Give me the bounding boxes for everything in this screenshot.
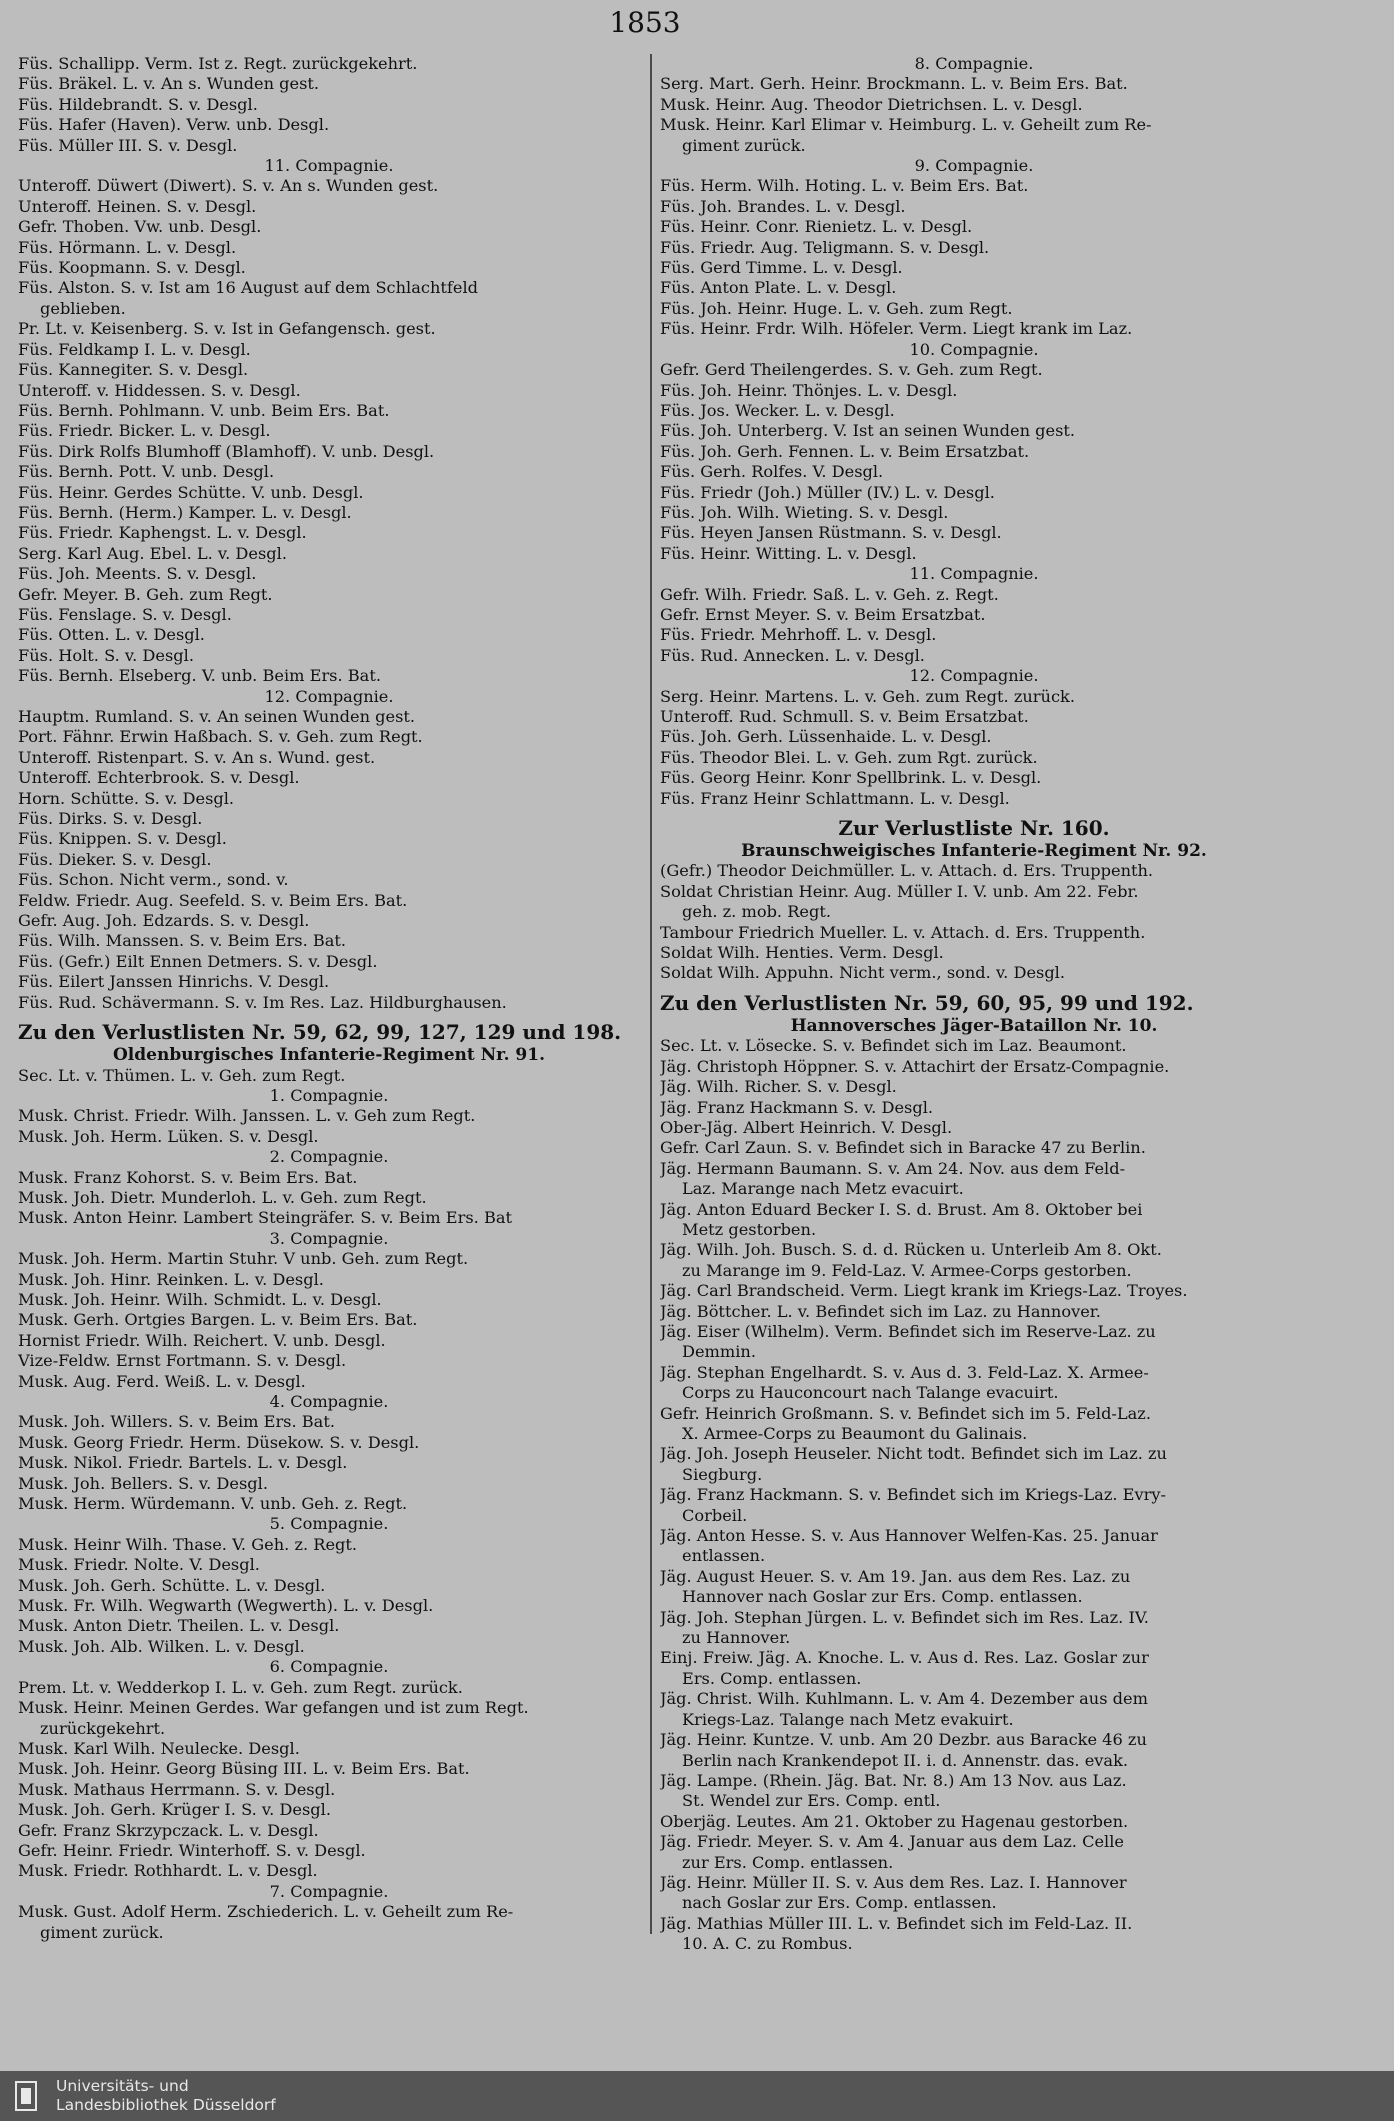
list-entry: Füs. Joh. Gerh. Lüssenhaide. L. v. Desgl. bbox=[660, 727, 992, 747]
list-entry: Jäg. Wilh. Joh. Busch. S. d. d. Rücken u. Unterleib Am 8. Okt. bbox=[660, 1240, 1162, 1260]
list-entry: Füs. Heinr. Gerdes Schütte. V. unb. Desgl. bbox=[18, 482, 364, 502]
list-entry: Füs. Kannegiter. S. v. Desgl. bbox=[18, 360, 249, 380]
list-entry: Musk. Heinr. Karl Elimar v. Heimburg. L. v. Geheilt zum Re- bbox=[660, 115, 1152, 135]
list-entry: Füs. Knippen. S. v. Desgl. bbox=[18, 829, 227, 849]
list-entry: Füs. Friedr. Kaphengst. L. v. Desgl. bbox=[18, 523, 307, 543]
list-entry: Serg. Heinr. Martens. L. v. Geh. zum Regt. zurück. bbox=[660, 686, 1075, 706]
list-entry: Füs. Friedr (Joh.) Müller (IV.) L. v. Desgl. bbox=[660, 482, 995, 502]
list-entry: Jäg. Christoph Höppner. S. v. Attachirt der Ersatz-Compagnie. bbox=[660, 1056, 1170, 1076]
regiment-heading: Braunschweigisches Infanterie-Regiment Nr. 92. bbox=[741, 841, 1207, 862]
list-entry: Jäg. Hermann Baumann. S. v. Am 24. Nov. aus dem Feld- bbox=[660, 1158, 1126, 1178]
list-entry: Hannover nach Goslar zur Ers. Comp. entlassen. bbox=[682, 1587, 1083, 1607]
list-entry: Füs. Gerh. Rolfes. V. Desgl. bbox=[660, 462, 884, 482]
list-entry: Gefr. Gerd Theilengerdes. S. v. Geh. zum Regt. bbox=[660, 360, 1043, 380]
list-entry: Musk. Joh. Herm. Lüken. S. v. Desgl. bbox=[18, 1126, 319, 1146]
list-entry: Füs. Joh. Heinr. Thönjes. L. v. Desgl. bbox=[660, 380, 958, 400]
list-entry: Musk. Joh. Alb. Wilken. L. v. Desgl. bbox=[18, 1636, 305, 1656]
list-entry: Gefr. Aug. Joh. Edzards. S. v. Desgl. bbox=[18, 911, 310, 931]
list-entry: Füs. Joh. Wilh. Wieting. S. v. Desgl. bbox=[660, 502, 949, 522]
list-entry: Füs. Dieker. S. v. Desgl. bbox=[18, 849, 212, 869]
list-entry: Gefr. Carl Zaun. S. v. Befindet sich in Baracke 47 zu Berlin. bbox=[660, 1138, 1146, 1158]
list-entry: Jäg. Stephan Engelhardt. S. v. Aus d. 3. Feld-Laz. X. Armee- bbox=[660, 1362, 1149, 1382]
list-entry: Füs. Theodor Blei. L. v. Geh. zum Rgt. zurück. bbox=[660, 747, 1038, 767]
list-entry: geblieben. bbox=[40, 298, 126, 318]
list-entry: Gefr. Ernst Meyer. S. v. Beim Ersatzbat. bbox=[660, 604, 986, 624]
library-name-line1: Universitäts- und bbox=[56, 2077, 189, 2095]
list-entry: Musk. Joh. Hinr. Reinken. L. v. Desgl. bbox=[18, 1269, 324, 1289]
list-entry: Füs. Holt. S. v. Desgl. bbox=[18, 645, 194, 665]
list-entry: Füs. Heinr. Frdr. Wilh. Höfeler. Verm. Liegt krank im Laz. bbox=[660, 319, 1133, 339]
list-entry: Musk. Joh. Gerh. Krüger I. S. v. Desgl. bbox=[18, 1800, 331, 1820]
list-entry: Musk. Herm. Würdemann. V. unb. Geh. z. Regt. bbox=[18, 1494, 408, 1514]
list-entry: Gefr. Wilh. Friedr. Saß. L. v. Geh. z. Regt. bbox=[660, 584, 999, 604]
list-entry: Füs. Rud. Schävermann. S. v. Im Res. Laz. Hildburghausen. bbox=[18, 992, 507, 1012]
list-entry: Musk. Heinr. Aug. Theodor Dietrichsen. L. v. Desgl. bbox=[660, 94, 1083, 114]
list-entry: Soldat Wilh. Appuhn. Nicht verm., sond. v. Desgl. bbox=[660, 963, 1066, 983]
section-heading: Zu den Verlustlisten Nr. 59, 60, 95, 99 und 192. bbox=[660, 990, 1194, 1015]
list-entry: Musk. Georg Friedr. Herm. Düsekow. S. v. Desgl. bbox=[18, 1432, 420, 1452]
list-entry: Füs. Dirk Rolfs Blumhoff (Blamhoff). V. unb. Desgl. bbox=[18, 441, 435, 461]
list-entry: Musk. Anton Heinr. Lambert Steingräfer. S. v. Beim Ers. Bat bbox=[18, 1208, 512, 1228]
list-entry: Serg. Mart. Gerh. Heinr. Brockmann. L. v. Beim Ers. Bat. bbox=[660, 74, 1128, 94]
library-logo-icon bbox=[14, 2080, 38, 2112]
column-divider bbox=[650, 54, 652, 1934]
list-entry: geh. z. mob. Regt. bbox=[682, 902, 832, 922]
list-entry: Jäg. Lampe. (Rhein. Jäg. Bat. Nr. 8.) Am 13 Nov. aus Laz. bbox=[660, 1770, 1127, 1790]
list-entry: Berlin nach Krankendepot II. i. d. Annenstr. das. evak. bbox=[682, 1750, 1129, 1770]
list-entry: Oberjäg. Leutes. Am 21. Oktober zu Hagenau gestorben. bbox=[660, 1811, 1129, 1831]
list-entry: Jäg. Joh. Joseph Heuseler. Nicht todt. Befindet sich im Laz. zu bbox=[660, 1444, 1167, 1464]
list-entry: giment zurück. bbox=[40, 1922, 164, 1942]
list-entry: Corps zu Hauconcourt nach Talange evacuirt. bbox=[682, 1383, 1059, 1403]
list-entry: Kriegs-Laz. Talange nach Metz evakuirt. bbox=[682, 1709, 1014, 1729]
list-entry: Gefr. Meyer. B. Geh. zum Regt. bbox=[18, 584, 273, 604]
list-entry: Füs. Heinr. Conr. Rienietz. L. v. Desgl. bbox=[660, 217, 973, 237]
list-entry: Füs. Alston. S. v. Ist am 16 August auf dem Schlachtfeld bbox=[18, 278, 478, 298]
company-heading: 5. Compagnie. bbox=[269, 1514, 389, 1534]
list-entry: Jäg. Böttcher. L. v. Befindet sich im Laz. zu Hannover. bbox=[660, 1301, 1101, 1321]
list-entry: Unteroff. Ristenpart. S. v. An s. Wund. gest. bbox=[18, 747, 376, 767]
list-entry: Füs. Bernh. Pohlmann. V. unb. Beim Ers. Bat. bbox=[18, 400, 390, 420]
list-entry: Jäg. Franz Hackmann. S. v. Befindet sich im Kriegs-Laz. Evry- bbox=[660, 1485, 1166, 1505]
list-entry: Jäg. Anton Hesse. S. v. Aus Hannover Welfen-Kas. 25. Januar bbox=[660, 1526, 1158, 1546]
list-entry: Füs. Jos. Wecker. L. v. Desgl. bbox=[660, 400, 895, 420]
list-entry: Füs. Bernh. (Herm.) Kamper. L. v. Desgl. bbox=[18, 502, 352, 522]
list-entry: Unteroff. Rud. Schmull. S. v. Beim Ersatzbat. bbox=[660, 707, 1029, 726]
list-entry: Sec. Lt. v. Thümen. L. v. Geh. zum Regt. bbox=[18, 1065, 346, 1085]
list-entry: Füs. Friedr. Bicker. L. v. Desgl. bbox=[18, 421, 271, 441]
list-entry: Gefr. Thoben. Vw. unb. Desgl. bbox=[18, 217, 262, 237]
library-name-line2: Landesbibliothek Düsseldorf bbox=[56, 2096, 276, 2114]
list-entry: Musk. Joh. Heinr. Wilh. Schmidt. L. v. Desgl. bbox=[18, 1289, 382, 1309]
list-entry: Jäg. Christ. Wilh. Kuhlmann. L. v. Am 4. Dezember aus dem bbox=[660, 1689, 1148, 1709]
list-entry: Metz gestorben. bbox=[682, 1219, 817, 1239]
list-entry: Unteroff. v. Hiddessen. S. v. Desgl. bbox=[18, 380, 301, 400]
list-entry: Musk. Nikol. Friedr. Bartels. L. v. Desgl. bbox=[18, 1453, 348, 1473]
regiment-heading: Oldenburgisches Infanterie-Regiment Nr. 91. bbox=[113, 1045, 545, 1066]
list-entry: zurückgekehrt. bbox=[40, 1718, 166, 1738]
list-entry: Musk. Heinr Wilh. Thase. V. Geh. z. Regt. bbox=[18, 1534, 358, 1554]
list-entry: Füs. Joh. Gerh. Fennen. L. v. Beim Ersatzbat. bbox=[660, 441, 1030, 461]
list-entry: Ober-Jäg. Albert Heinrich. V. Desgl. bbox=[660, 1117, 953, 1137]
company-heading: 2. Compagnie. bbox=[269, 1147, 389, 1167]
list-entry: Jäg. Anton Eduard Becker I. S. d. Brust. Am 8. Oktober bei bbox=[660, 1199, 1143, 1219]
list-entry: Füs. Fenslage. S. v. Desgl. bbox=[18, 604, 232, 624]
list-entry: giment zurück. bbox=[682, 135, 806, 155]
company-heading: 11. Compagnie. bbox=[909, 564, 1039, 584]
list-entry: Unteroff. Düwert (Diwert). S. v. An s. Wunden gest. bbox=[18, 176, 439, 196]
list-entry: Musk. Friedr. Rothhardt. L. v. Desgl. bbox=[18, 1861, 318, 1881]
list-entry: Jäg. Mathias Müller III. L. v. Befindet sich im Feld-Laz. II. bbox=[660, 1913, 1133, 1933]
list-entry: Hornist Friedr. Wilh. Reichert. V. unb. Desgl. bbox=[18, 1330, 386, 1350]
list-entry: Musk. Joh. Willers. S. v. Beim Ers. Bat. bbox=[18, 1412, 335, 1432]
list-entry: Füs. Joh. Unterberg. V. Ist an seinen Wunden gest. bbox=[660, 421, 1076, 441]
list-entry: Füs. Wilh. Manssen. S. v. Beim Ers. Bat. bbox=[18, 931, 347, 951]
right-column bbox=[660, 54, 1288, 1955]
list-entry: Füs. Rud. Annecken. L. v. Desgl. bbox=[660, 645, 925, 665]
list-entry: Füs. Friedr. Aug. Teligmann. S. v. Desgl. bbox=[660, 237, 990, 257]
list-entry: Serg. Karl Aug. Ebel. L. v. Desgl. bbox=[18, 543, 287, 563]
list-entry: Füs. (Gefr.) Eilt Ennen Detmers. S. v. Desgl. bbox=[18, 951, 378, 971]
list-entry: Musk. Fr. Wilh. Wegwarth (Wegwerth). L. v. Desgl. bbox=[18, 1596, 434, 1616]
list-entry: Musk. Mathaus Herrmann. S. v. Desgl. bbox=[18, 1779, 336, 1799]
list-entry: Soldat Christian Heinr. Aug. Müller I. V. unb. Am 22. Febr. bbox=[660, 881, 1139, 901]
section-heading: Zur Verlustliste Nr. 160. bbox=[838, 816, 1110, 841]
list-entry: Füs. Hafer (Haven). Verw. unb. Desgl. bbox=[18, 115, 330, 135]
company-heading: 8. Compagnie. bbox=[914, 54, 1034, 73]
section-heading: Zu den Verlustlisten Nr. 59, 62, 99, 127, 129 und 198. bbox=[18, 1020, 622, 1045]
list-entry: Prem. Lt. v. Wedderkop I. L. v. Geh. zum Regt. zurück. bbox=[18, 1677, 463, 1697]
list-entry: entlassen. bbox=[682, 1546, 766, 1566]
list-entry: Musk. Joh. Herm. Martin Stuhr. V unb. Geh. zum Regt. bbox=[18, 1249, 469, 1269]
company-heading: 6. Compagnie. bbox=[269, 1657, 389, 1677]
list-entry: Musk. Joh. Gerh. Schütte. L. v. Desgl. bbox=[18, 1575, 326, 1595]
company-heading: 9. Compagnie. bbox=[914, 156, 1034, 176]
list-entry: 10. A. C. zu Rombus. bbox=[682, 1934, 853, 1954]
list-entry: Feldw. Friedr. Aug. Seefeld. S. v. Beim Ers. Bat. bbox=[18, 890, 408, 910]
list-entry: Jäg. Wilh. Richer. S. v. Desgl. bbox=[660, 1077, 897, 1097]
list-entry: Hauptm. Rumland. S. v. An seinen Wunden gest. bbox=[18, 707, 416, 726]
list-entry: Jäg. Franz Hackmann S. v. Desgl. bbox=[660, 1097, 934, 1117]
list-entry: Füs. Eilert Janssen Hinrichs. V. Desgl. bbox=[18, 972, 330, 992]
list-entry: Jäg. Heinr. Kuntze. V. unb. Am 20 Dezbr. aus Baracke 46 zu bbox=[660, 1730, 1147, 1750]
list-entry: Füs. Joh. Heinr. Huge. L. v. Geh. zum Regt. bbox=[660, 298, 1013, 318]
list-entry: Musk. Christ. Friedr. Wilh. Janssen. L. v. Geh zum Regt. bbox=[18, 1106, 476, 1126]
company-heading: 7. Compagnie. bbox=[269, 1881, 389, 1901]
list-entry: Gefr. Heinrich Großmann. S. v. Befindet sich im 5. Feld-Laz. bbox=[660, 1403, 1151, 1423]
list-entry: Horn. Schütte. S. v. Desgl. bbox=[18, 788, 235, 808]
list-entry: Füs. Feldkamp I. L. v. Desgl. bbox=[18, 339, 251, 359]
list-entry: Füs. Friedr. Mehrhoff. L. v. Desgl. bbox=[660, 625, 937, 645]
list-entry: Unteroff. Echterbrook. S. v. Desgl. bbox=[18, 768, 300, 788]
list-entry: Musk. Heinr. Meinen Gerdes. War gefangen und ist zum Regt. bbox=[18, 1698, 529, 1718]
list-entry: Jäg. Heinr. Müller II. S. v. Aus dem Res. Laz. I. Hannover bbox=[660, 1872, 1127, 1892]
list-entry: Einj. Freiw. Jäg. A. Knoche. L. v. Aus d. Res. Laz. Goslar zur bbox=[660, 1648, 1149, 1668]
list-entry: Musk. Friedr. Nolte. V. Desgl. bbox=[18, 1555, 260, 1575]
list-entry: zur Ers. Comp. entlassen. bbox=[682, 1852, 894, 1872]
list-entry: Füs. Georg Heinr. Konr Spellbrink. L. v. Desgl. bbox=[660, 768, 1042, 788]
list-entry: St. Wendel zur Ers. Comp. entl. bbox=[682, 1791, 941, 1811]
list-entry: Füs. Bräkel. L. v. An s. Wunden gest. bbox=[18, 74, 320, 94]
list-entry: Füs. Herm. Wilh. Hoting. L. v. Beim Ers. Bat. bbox=[660, 176, 1029, 196]
list-entry: nach Goslar zur Ers. Comp. entlassen. bbox=[682, 1893, 997, 1913]
company-heading: 12. Compagnie. bbox=[909, 666, 1039, 686]
list-entry: Füs. Anton Plate. L. v. Desgl. bbox=[660, 278, 897, 298]
list-entry: Musk. Karl Wilh. Neulecke. Desgl. bbox=[18, 1738, 300, 1758]
list-entry: Sec. Lt. v. Lösecke. S. v. Befindet sich im Laz. Beaumont. bbox=[660, 1036, 1127, 1056]
list-entry: Corbeil. bbox=[682, 1505, 748, 1525]
page-number: 1853 bbox=[609, 6, 681, 39]
company-heading: 4. Compagnie. bbox=[269, 1392, 389, 1411]
list-entry: Jäg. Joh. Stephan Jürgen. L. v. Befindet sich im Res. Laz. IV. bbox=[660, 1607, 1149, 1627]
library-name bbox=[56, 2077, 276, 2115]
company-heading: 11. Compagnie. bbox=[264, 156, 394, 176]
list-entry: X. Armee-Corps zu Beaumont du Galinais. bbox=[682, 1424, 1028, 1443]
list-entry: Musk. Franz Kohorst. S. v. Beim Ers. Bat. bbox=[18, 1167, 358, 1187]
list-entry: (Gefr.) Theodor Deichmüller. L. v. Attach. d. Ers. Truppenth. bbox=[660, 861, 1154, 881]
list-entry: Tambour Friedrich Mueller. L. v. Attach. d. Ers. Truppenth. bbox=[660, 922, 1146, 942]
list-entry: Musk. Joh. Heinr. Georg Büsing III. L. v. Beim Ers. Bat. bbox=[18, 1759, 470, 1779]
regiment-heading: Hannoversches Jäger-Bataillon Nr. 10. bbox=[790, 1015, 1158, 1036]
list-entry: Musk. Aug. Ferd. Weiß. L. v. Desgl. bbox=[18, 1371, 306, 1391]
left-column bbox=[18, 54, 640, 1943]
list-entry: Soldat Wilh. Henties. Verm. Desgl. bbox=[660, 943, 944, 963]
list-entry: Füs. Otten. L. v. Desgl. bbox=[18, 625, 205, 645]
company-heading: 10. Compagnie. bbox=[909, 339, 1039, 359]
list-entry: Füs. Schallipp. Verm. Ist z. Regt. zurückgekehrt. bbox=[18, 54, 418, 73]
company-heading: 1. Compagnie. bbox=[269, 1085, 389, 1105]
list-entry: Gefr. Heinr. Friedr. Winterhoff. S. v. Desgl. bbox=[18, 1840, 366, 1860]
list-entry: Musk. Joh. Dietr. Munderloh. L. v. Geh. zum Regt. bbox=[18, 1187, 427, 1207]
list-entry: Füs. Müller III. S. v. Desgl. bbox=[18, 135, 238, 155]
list-entry: Musk. Joh. Bellers. S. v. Desgl. bbox=[18, 1473, 268, 1493]
list-entry: Füs. Heyen Jansen Rüstmann. S. v. Desgl. bbox=[660, 523, 1002, 543]
list-entry: Ers. Comp. entlassen. bbox=[682, 1668, 862, 1688]
company-heading: 3. Compagnie. bbox=[269, 1228, 389, 1248]
list-entry: Jäg. Carl Brandscheid. Verm. Liegt krank im Kriegs-Laz. Troyes. bbox=[660, 1281, 1188, 1301]
library-footer bbox=[0, 2071, 1394, 2121]
list-entry: Füs. Gerd Timme. L. v. Desgl. bbox=[660, 258, 903, 278]
list-entry: Pr. Lt. v. Keisenberg. S. v. Ist in Gefangensch. gest. bbox=[18, 319, 436, 339]
list-entry: Unteroff. Heinen. S. v. Desgl. bbox=[18, 196, 257, 216]
list-entry: Vize-Feldw. Ernst Fortmann. S. v. Desgl. bbox=[18, 1351, 347, 1371]
list-entry: Jäg. Friedr. Meyer. S. v. Am 4. Januar aus dem Laz. Celle bbox=[660, 1832, 1124, 1852]
list-entry: Siegburg. bbox=[682, 1464, 763, 1484]
list-entry: Füs. Joh. Meents. S. v. Desgl. bbox=[18, 564, 257, 584]
list-entry: Füs. Dirks. S. v. Desgl. bbox=[18, 809, 203, 829]
company-heading: 12. Compagnie. bbox=[264, 686, 394, 706]
list-entry: Füs. Koopmann. S. v. Desgl. bbox=[18, 258, 246, 278]
list-entry: Füs. Schon. Nicht verm., sond. v. bbox=[18, 870, 289, 890]
list-entry: Musk. Gerh. Ortgies Bargen. L. v. Beim Ers. Bat. bbox=[18, 1310, 418, 1330]
list-entry: Port. Fähnr. Erwin Haßbach. S. v. Geh. zum Regt. bbox=[18, 727, 423, 747]
list-entry: Füs. Hildebrandt. S. v. Desgl. bbox=[18, 94, 258, 114]
list-entry: Füs. Bernh. Pott. V. unb. Desgl. bbox=[18, 462, 275, 482]
list-entry: Füs. Bernh. Elseberg. V. unb. Beim Ers. Bat. bbox=[18, 666, 381, 686]
list-entry: Jäg. Eiser (Wilhelm). Verm. Befindet sich im Reserve-Laz. zu bbox=[660, 1321, 1156, 1341]
list-entry: zu Marange im 9. Feld-Laz. V. Armee-Corps gestorben. bbox=[682, 1260, 1132, 1280]
list-entry: Füs. Heinr. Witting. L. v. Desgl. bbox=[660, 543, 917, 563]
list-entry: zu Hannover. bbox=[682, 1628, 791, 1648]
list-entry: Demmin. bbox=[682, 1342, 757, 1362]
list-entry: Musk. Anton Dietr. Theilen. L. v. Desgl. bbox=[18, 1616, 340, 1636]
list-entry: Jäg. August Heuer. S. v. Am 19. Jan. aus dem Res. Laz. zu bbox=[660, 1566, 1131, 1586]
list-entry: Laz. Marange nach Metz evacuirt. bbox=[682, 1179, 964, 1199]
list-entry: Musk. Gust. Adolf Herm. Zschiederich. L. v. Geheilt zum Re- bbox=[18, 1902, 514, 1922]
list-entry: Füs. Franz Heinr Schlattmann. L. v. Desgl. bbox=[660, 788, 1010, 808]
list-entry: Gefr. Franz Skrzypczack. L. v. Desgl. bbox=[18, 1820, 319, 1840]
list-entry: Füs. Hörmann. L. v. Desgl. bbox=[18, 237, 237, 257]
list-entry: Füs. Joh. Brandes. L. v. Desgl. bbox=[660, 196, 906, 216]
